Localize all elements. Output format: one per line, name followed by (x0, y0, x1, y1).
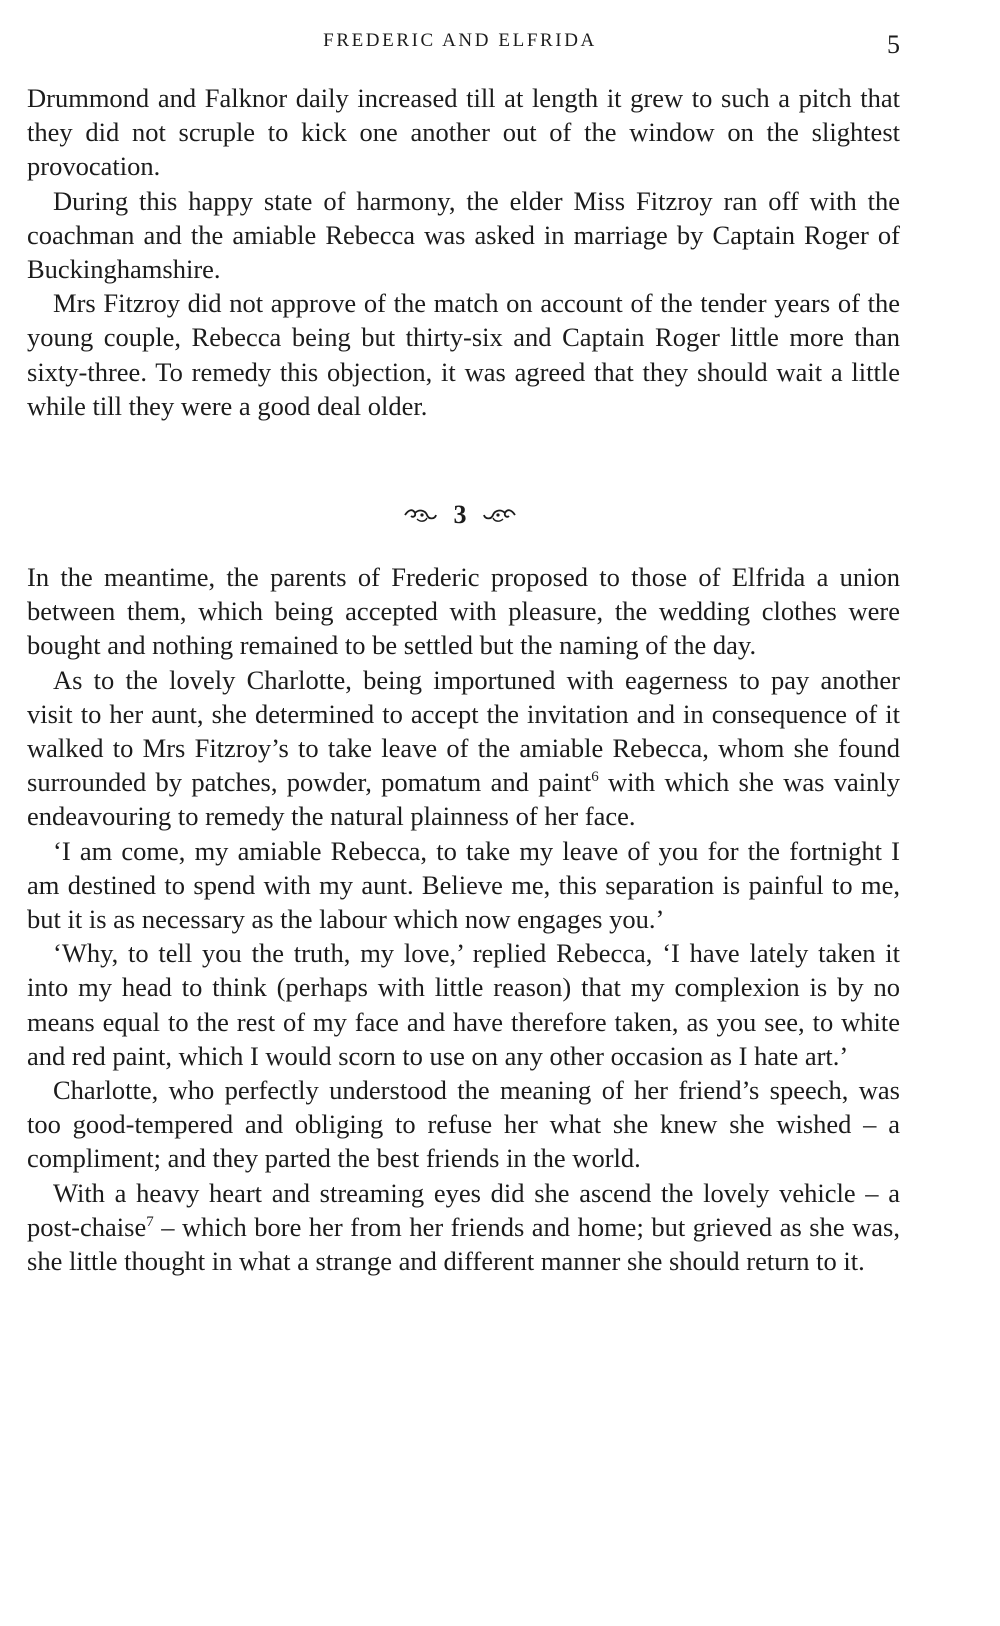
paragraph: Mrs Fitzroy did not approve of the match on account of the tender years of the young couple, Rebecca being but thirty-six and Captain Roger little more than sixty-three. To remedy this objection, it was agreed that they should wait a little while till they were a good deal older. (27, 288, 900, 421)
paragraph: During this happy state of harmony, the elder Miss Fitzroy ran off with the coachman and the amiable Rebecca was asked in marriage by Captain Roger of Buckinghamshire. (27, 185, 900, 285)
running-head-title: FREDERIC AND ELFRIDA (323, 30, 597, 51)
paragraph: In the meantime, the parents of Frederic proposed to those of Elfrida a union between them, which being accepted with pleasure, the wedding clothes were bought and nothing remained to be settled but the naming of the day. (27, 562, 900, 661)
paragraph: Charlotte, who perfectly understood the meaning of her friend’s speech, was too good-tempered and obliging to refuse her what she knew she wished – a compliment; and they parted the best friends in the world. (27, 1075, 900, 1174)
running-head (0, 26, 1000, 60)
footnote-ref-6: 6 (591, 769, 599, 786)
paragraph-text: As to the lovely Charlotte, being importuned with eagerness to pay another visit to her aunt, she determined to accept the invitation and in consequence of it walked to Mrs Fitzroy’s to take leave of the amiable Rebecca, whom she found surrounded by patches, powder, pomatum and paint (27, 664, 900, 798)
paragraph (27, 663, 900, 834)
section-number: 3 (453, 500, 467, 530)
text-block-bottom (27, 560, 900, 1278)
paragraph-text: – which bore her from her friends and home; but grieved as she was, she little thought in what a strange and different manner she should return to it. (27, 1211, 900, 1277)
paragraph-continued: Drummond and Falknor daily increased till at length it grew to such a pitch that they did not scruple to kick one another out of the window on the slightest provocation. (27, 83, 900, 182)
ornament-left-icon (403, 507, 437, 523)
paragraph-text: with which she was vainly endeavouring to remedy the natural plainness of her face. (27, 767, 900, 832)
paragraph: ‘I am come, my amiable Rebecca, to take my leave of you for the fortnight I am destined to spend with my aunt. Believe me, this separation is painful to me, but it is as necessary as the labour which now engages you.’ (27, 835, 900, 935)
footnote-ref-7: 7 (146, 1214, 154, 1231)
paragraph: ‘Why, to tell you the truth, my love,’ replied Rebecca, ‘I have lately taken it into my head to think (perhaps with little reason) that my complexion is by no means equal to the rest of my face and have therefore taken, as you see, to white and red paint, which I would scorn to use on any other occasion as I hate art.’ (27, 938, 900, 1071)
text-block-top (27, 81, 900, 423)
paragraph (27, 1176, 900, 1279)
ornament-right-icon (483, 507, 517, 523)
page-number: 5 (887, 30, 900, 59)
paragraph-text: With a heavy heart and streaming eyes did she ascend the lovely vehicle – a post-chaise (27, 1177, 900, 1242)
section-heading (0, 496, 920, 532)
